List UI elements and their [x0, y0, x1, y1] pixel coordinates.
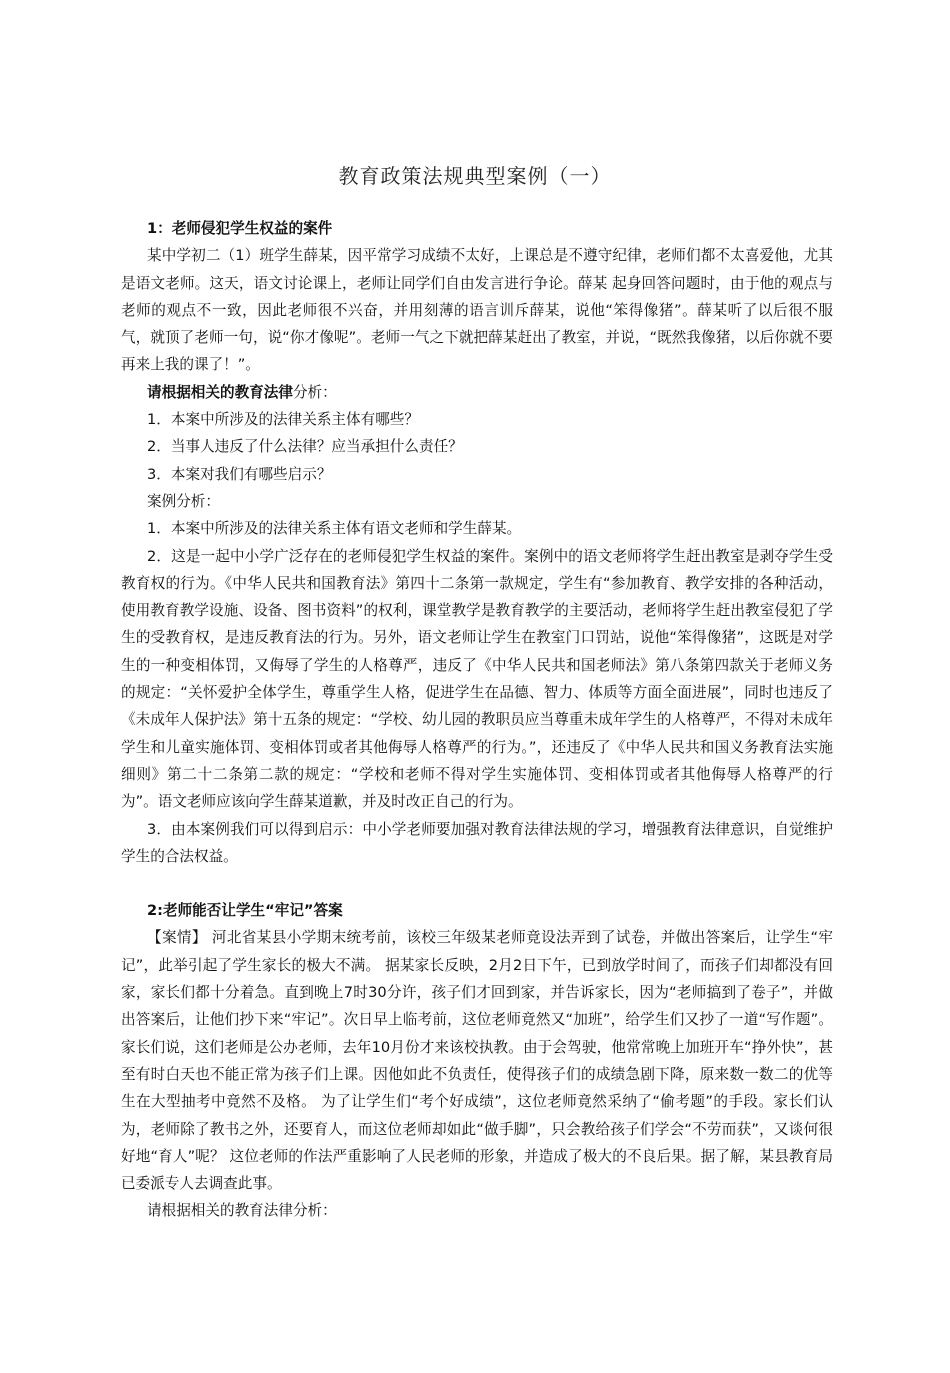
- case2-prompt: 请根据相关的教育法律分析：: [147, 1202, 337, 1220]
- case1-analysis-label: 案例分析：: [147, 492, 220, 510]
- case1-question: 1．本案中所涉及的法律关系主体有哪些？: [147, 411, 419, 429]
- case1-question: 2．当事人违反了什么法律？应当承担什么责任？: [147, 438, 463, 456]
- case1-answer: 2．这是一起中小学广泛存在的老师侵犯学生权益的案件。案例中的语文老师将学生赶出教室是剥夺学生受教育权的行为。《中华人民共和国教育法》第四十二条第一款规定，学生有“参加教育、教学安排的各种活动，使用教育教学设施、设备、图书资料”的权利，课堂教学是教育教学的主要活动，老师将学生赶出教室侵犯了学生的受教育权，是违反教育法的行为。另外，语文老师让学生在教室门口罚站，说他“笨得像猪”，这既是对学生的一种变相体罚，又侮辱了学生的人格尊严，违反了《中华人民共和国老师法》第八条第四款关于老师义务的规定：“关怀爱护全体学生，尊重学生人格，促进学生在品德、智力、体质等方面全面进展”，同时也违反了《未成年人保护法》第十五条的规定：“学校、幼儿园的教职员应当尊重未成年学生的人格尊严，不得对未成年学生和儿童实施体罚、变相体罚或者其他侮辱人格尊严的行为。”，还违反了《中华人民共和国义务教育法实施细则》第二十二条第二款的规定：“学校和老师不得对学生实施体罚、变相体罚或者其他侮辱人格尊严的行为”。语文老师应该向学生薛某道歉，并及时改正自己的行为。: [121, 547, 833, 811]
- case1-question: 3．本案对我们有哪些启示？: [147, 465, 332, 483]
- case1-prompt-rest: 分析：: [292, 383, 337, 401]
- case2-story-wrap: [121, 924, 833, 1197]
- case2-heading: 2:老师能否让学生“牢记”答案: [147, 902, 343, 920]
- document-body: [121, 215, 833, 1225]
- case1-answer: 1．本案中所涉及的法律关系主体有语文老师和学生薛某。: [147, 520, 522, 538]
- case1-heading: 1：老师侵犯学生权益的案件: [147, 220, 333, 237]
- case1-answer: 3．由本案例我们可以得到启示：中小学老师要加强对教育法律法规的学习，增强教育法律意识，自觉维护学生的合法权益。: [121, 820, 833, 865]
- case1-prompt-bold: 请根据相关的教育法律: [147, 383, 293, 401]
- document-title: 教育政策法规典型案例（一）: [338, 164, 612, 188]
- section-spacer: [121, 870, 833, 897]
- case1-prompt: [121, 379, 833, 406]
- case1-story: 某中学初二（1）班学生薛某，因平常学习成绩不太好，上课总是不遵守纪律，老师们都不太喜爱他，尤其是语文老师。这天，语文讨论课上，老师让同学们自由发言进行争论。薛某 起身回答问题时，由于他的观点与老师的观点不一致，因此老师很不兴奋，并用刻薄的语言训斥薛某，说他“笨得像猪”。薛某听了以后很不服气，就顶了老师一句，说“你才像呢”。老师一气之下就把薛某赶出了教室，并说，“既然我像猪，以后你就不要再来上我的课了！”。: [121, 247, 833, 374]
- case2-story: 【案情】 河北省某县小学期末统考前，该校三年级某老师竟设法弄到了试卷，并做出答案后，让学生“牢记”，此举引起了学生家长的极大不满。 据某家长反映，2月2日下午，已到放学时间了，而孩子们却都没有回家，家长们都十分着急。直到晚上7时30分许，孩子们才回到家，并告诉家长，因为“老师搞到了卷子”，并做出答案后，让他们抄下来“牢记”。次日早上临考前，这位老师竟然又“加班”，给学生们又抄了一道“写作题”。 家长们说，这们老师是公办老师，去年10月份才来该校执教。由于会驾驶，他常常晚上加班开车“挣外快”，甚至有时白天也不能正常为孩子们上课。因他如此不负责任，使得孩子们的成绩急剧下降，原来数一数二的优等生在大型抽考中竟然不及格。 为了让学生们“考个好成绩”，这位老师竟然采纳了“偷考题”的手段。家长们认为，老师除了教书之外，还要育人，而这位老师却如此“做手脚”，只会教给孩子们学会“不劳而获”，又谈何很好地“育人”呢？ 这位老师的作法严重影响了人民老师的形象，并造成了极大的不良后果。据了解，某县教育局已委派专人去调查此事。: [121, 929, 833, 1193]
